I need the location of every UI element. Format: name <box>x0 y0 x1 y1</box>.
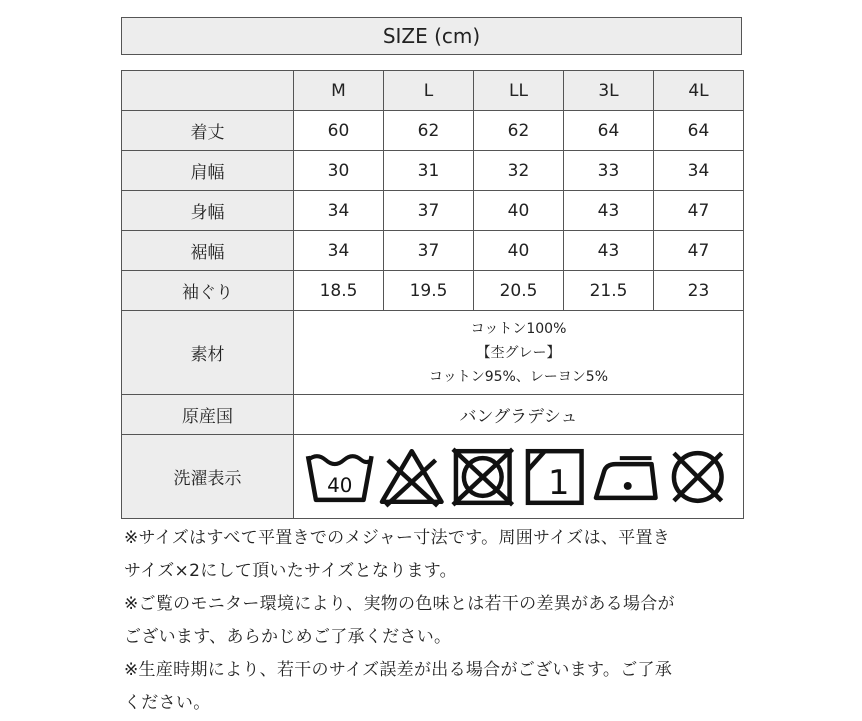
header-corner-cell <box>122 71 294 111</box>
column-header: LL <box>474 71 564 111</box>
table-cell: 19.5 <box>384 271 474 311</box>
table-cell: 18.5 <box>294 271 384 311</box>
table-cell: 43 <box>564 191 654 231</box>
table-cell: 37 <box>384 191 474 231</box>
material-line: コットン95%、レーヨン5% <box>428 368 609 385</box>
iron-low-icon <box>590 446 662 508</box>
origin-row <box>122 395 744 435</box>
material-cell <box>294 311 744 395</box>
table-cell: 21.5 <box>564 271 654 311</box>
size-table <box>121 70 744 519</box>
material-row <box>122 311 744 395</box>
no-dry-clean-icon <box>662 446 734 508</box>
table-row <box>122 191 744 231</box>
note-line: ください。 <box>124 693 211 713</box>
size-title-text: SIZE (cm) <box>382 24 481 48</box>
table-cell: 32 <box>474 151 564 191</box>
table-cell: 34 <box>294 191 384 231</box>
dry-mark-text: 1 <box>547 462 569 502</box>
material-label: 素材 <box>122 311 294 395</box>
table-cell: 47 <box>654 231 744 271</box>
size-notes <box>124 522 744 720</box>
table-cell: 34 <box>294 231 384 271</box>
table-row <box>122 111 744 151</box>
table-cell: 37 <box>384 231 474 271</box>
note-line: サイズ×2にして頂いたサイズとなります。 <box>124 561 457 581</box>
no-bleach-icon <box>376 446 448 508</box>
table-cell: 31 <box>384 151 474 191</box>
origin-value: バングラデシュ <box>294 395 744 435</box>
origin-label: 原産国 <box>122 395 294 435</box>
row-label: 肩幅 <box>122 151 294 191</box>
no-tumble-dry-icon <box>447 446 519 508</box>
drip-dry-icon <box>519 446 591 508</box>
table-cell: 34 <box>654 151 744 191</box>
table-cell: 23 <box>654 271 744 311</box>
table-cell: 60 <box>294 111 384 151</box>
row-label: 袖ぐり <box>122 271 294 311</box>
table-cell: 64 <box>654 111 744 151</box>
note-line: ※サイズはすべて平置きでのメジャー寸法です。周囲サイズは、平置き <box>124 528 671 548</box>
care-icons-cell <box>294 435 744 519</box>
table-cell: 33 <box>564 151 654 191</box>
material-line: コットン100% <box>470 320 567 337</box>
table-cell: 40 <box>474 231 564 271</box>
column-header: 4L <box>654 71 744 111</box>
table-cell: 47 <box>654 191 744 231</box>
table-cell: 62 <box>474 111 564 151</box>
column-header: L <box>384 71 474 111</box>
row-label: 身幅 <box>122 191 294 231</box>
row-label: 着丈 <box>122 111 294 151</box>
care-label: 洗濯表示 <box>122 435 294 519</box>
table-row <box>122 231 744 271</box>
row-label: 裾幅 <box>122 231 294 271</box>
column-header: M <box>294 71 384 111</box>
table-cell: 30 <box>294 151 384 191</box>
wash-temp-text: 40 <box>327 473 353 497</box>
table-cell: 43 <box>564 231 654 271</box>
table-row <box>122 151 744 191</box>
note-line: ございます、あらかじめご了承ください。 <box>124 627 452 647</box>
header-row <box>122 71 744 111</box>
table-cell: 64 <box>564 111 654 151</box>
size-title <box>121 17 742 55</box>
care-row <box>122 435 744 519</box>
table-cell: 40 <box>474 191 564 231</box>
column-header: 3L <box>564 71 654 111</box>
wash-40-icon <box>304 446 376 508</box>
table-cell: 62 <box>384 111 474 151</box>
table-row <box>122 271 744 311</box>
table-cell: 20.5 <box>474 271 564 311</box>
material-line: 【杢グレー】 <box>476 344 561 361</box>
note-line: ※ご覧のモニター環境により、実物の色味とは若干の差異がある場合が <box>124 594 675 614</box>
note-line: ※生産時期により、若干のサイズ誤差が出る場合がございます。ご了承 <box>124 660 673 680</box>
